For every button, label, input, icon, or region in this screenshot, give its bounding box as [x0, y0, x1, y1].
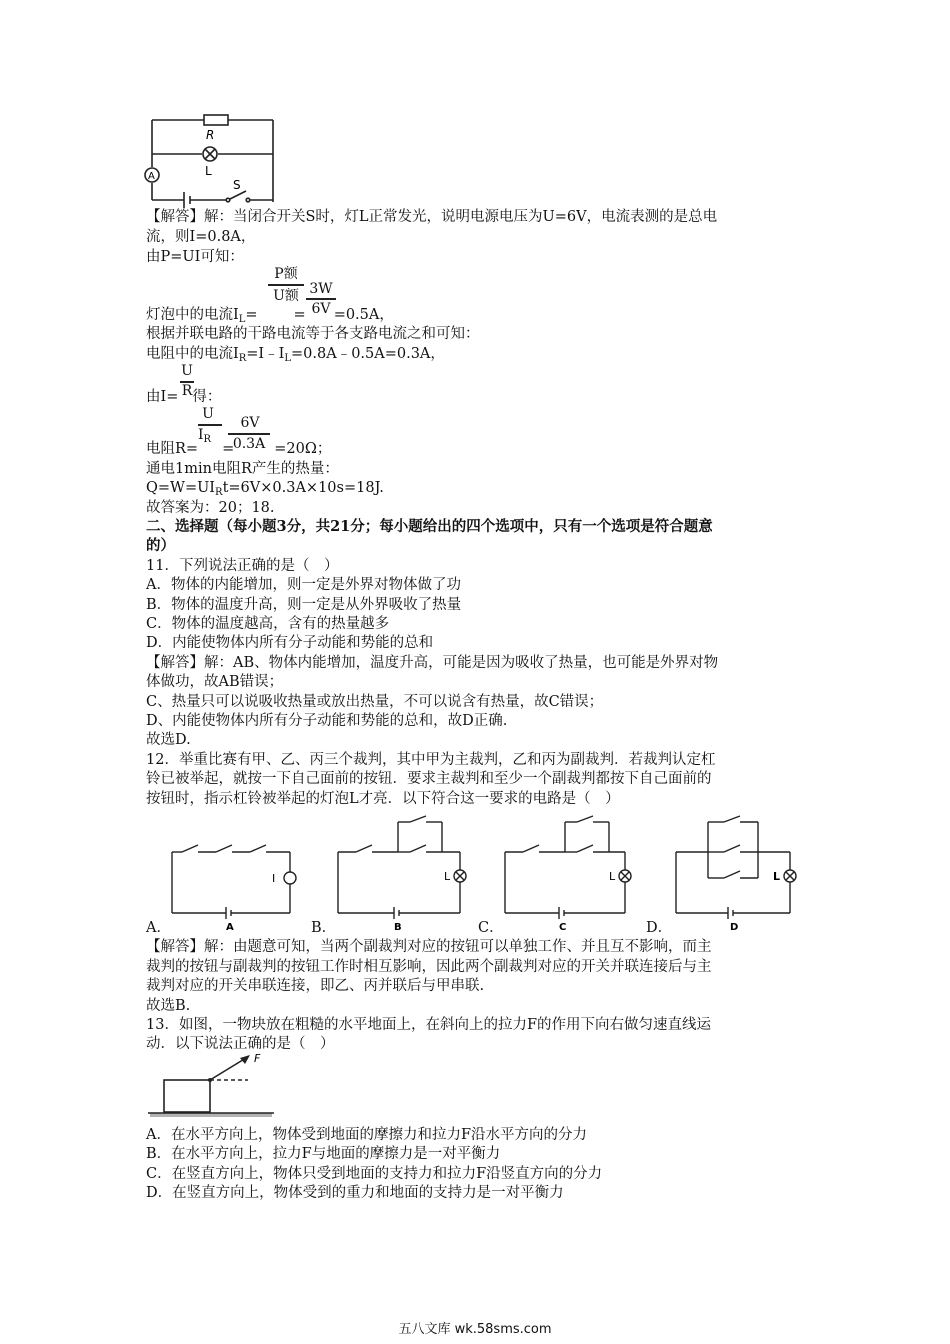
- q12-stem-line1: 12．举重比赛有甲、乙、丙三个裁判，其中甲为主裁判，乙和丙为副裁判．若裁判认定杠: [146, 752, 716, 768]
- fraction-bar: [198, 424, 222, 426]
- circuit-option-d: [668, 808, 808, 933]
- fraction-bar: [268, 284, 304, 286]
- fraction-numerator: P额: [274, 266, 298, 282]
- text: 电阻R=: [146, 441, 199, 457]
- block-force-diagram: [146, 1052, 276, 1124]
- q12-stem-line2: 铃已被举起，就按一下自己面前的按钮．要求主裁判和至少一个副裁判都按下自己面前的: [146, 771, 712, 787]
- lamp-label: I: [272, 872, 276, 885]
- q12-option-d: D．: [646, 920, 673, 936]
- q10-solution-line1: 【解答】解：当闭合开关S时，灯L正常发光，说明电源电压为U=6V，电流表测的是总电: [146, 209, 718, 225]
- fraction-denominator: 6V: [311, 301, 331, 317]
- switch-label: S: [233, 178, 241, 192]
- page-footer: 五八文库 wk.58sms.com: [398, 1322, 552, 1337]
- force-label: F: [254, 1052, 261, 1065]
- q11-stem: 11．下列说法正确的是（ ）: [146, 558, 339, 574]
- q12-option-a: A．: [146, 920, 171, 936]
- q13-option-c: C．在竖直方向上，物体只受到地面的支持力和拉力F沿竖直方向的分力: [146, 1166, 603, 1182]
- fraction-denominator: 0.3A: [232, 436, 266, 452]
- text: t=6V×0.3A×10s=18J.: [222, 480, 384, 496]
- q12-solution-line2: 裁判的按钮与副裁判的按钮工作时相互影响，因此两个副裁判对应的开关并联连接后与主: [146, 959, 712, 975]
- text: =: [293, 307, 306, 323]
- subscript: R: [203, 434, 212, 445]
- circuit-diagram-q10: [140, 112, 280, 207]
- text: =: [245, 307, 258, 323]
- q10-solution-line2: 流，则I=0.8A，: [146, 229, 256, 245]
- text: 电阻中的电流I: [146, 346, 239, 362]
- text: =0.8A﹣0.5A=0.3A，: [291, 346, 445, 362]
- text: 灯泡中的电流I: [146, 307, 239, 323]
- text: 由I=: [146, 389, 179, 405]
- q10-answer: 故答案为：20；18.: [146, 500, 275, 516]
- q10-solution-line3: 由P=UI可知：: [146, 249, 244, 265]
- q10-solution-line9: 通电1min电阻R产生的热量：: [146, 461, 339, 477]
- q11-option-b: B．物体的温度升高，则一定是从外界吸收了热量: [146, 597, 462, 613]
- q11-option-d: D．内能使物体内所有分子动能和势能的总和: [146, 635, 434, 651]
- q12-stem-line3: 按钮时，指示杠铃被举起的灯泡L才亮．以下符合这一要求的电路是（ ）: [146, 791, 620, 807]
- subscript: L: [284, 353, 292, 364]
- q12-option-c: C．: [478, 920, 504, 936]
- circuit-option-a: [162, 828, 302, 933]
- q10-solution-line7: [146, 388, 221, 406]
- lamp-label: L: [205, 164, 212, 178]
- text: Q=W=UI: [146, 480, 216, 496]
- q12-solution-line3: 裁判对应的开关串联连接，即乙、丙并联后与甲串联.: [146, 978, 485, 994]
- text: =: [222, 441, 235, 457]
- q11-solution-line4: D、内能使物体内所有分子动能和势能的总和，故D正确.: [146, 713, 508, 729]
- q11-solution-line3: C、热量只可以说吸收热量或放出热量，不可以说含有热量，故C错误；: [146, 694, 604, 710]
- q11-solution-line1: 【解答】解：AB、物体内能增加，温度升高，可能是因为吸收了热量，也可能是外界对物: [146, 655, 719, 671]
- text: =I﹣I: [246, 346, 285, 362]
- subscript: R: [215, 487, 223, 498]
- text: I: [198, 427, 204, 443]
- q13-option-d: D．在竖直方向上，物体受到的重力和地面的支持力是一对平衡力: [146, 1185, 564, 1201]
- section-heading: 二、选择题（每小题3分，共21分；每小题给出的四个选项中，只有一个选项是符合题意: [146, 518, 713, 535]
- circuit-option-b: [328, 808, 478, 933]
- q13-stem-line1: 13．如图，一物块放在粗糙的水平地面上，在斜向上的拉力F的作用下向右做匀速直线运: [146, 1017, 712, 1033]
- lamp-label: L: [773, 870, 781, 883]
- lamp-label: L: [444, 870, 451, 883]
- fraction-numerator: 6V: [240, 415, 260, 431]
- diagram-label: A: [226, 922, 234, 933]
- fraction-bar: [306, 298, 336, 300]
- subscript: R: [238, 353, 247, 364]
- fraction-numerator: U: [181, 363, 193, 379]
- q11-solution-line2: 体做功，故AB错误；: [146, 674, 284, 690]
- diagram-label: C: [559, 922, 567, 933]
- q11-option-c: C．物体的温度越高，含有的热量越多: [146, 616, 390, 632]
- circuit-option-c: [495, 808, 645, 933]
- q10-solution-line8: [146, 440, 331, 458]
- q12-option-b: B．: [311, 920, 337, 936]
- text: =20Ω；: [274, 441, 332, 457]
- diagram-label: B: [394, 922, 402, 933]
- subscript: L: [238, 314, 246, 325]
- text: 得：: [192, 389, 222, 405]
- q11-answer: 故选D.: [146, 732, 191, 748]
- q13-option-b: B．在水平方向上，拉力F与地面的摩擦力是一对平衡力: [146, 1146, 501, 1162]
- section-heading-cont: 的）: [146, 537, 175, 554]
- q10-solution-line5: 根据并联电路的干路电流等于各支路电流之和可知：: [146, 326, 480, 342]
- diagram-label: D: [730, 922, 739, 933]
- lamp-label: L: [609, 870, 616, 883]
- fraction-numerator: U: [202, 406, 214, 422]
- text: =0.5A，: [333, 307, 394, 323]
- q11-option-a: A．物体的内能增加，则一定是外界对物体做了功: [146, 577, 461, 593]
- ammeter-label: A: [148, 171, 155, 182]
- fraction-bar: [228, 433, 270, 435]
- q13-stem-line2: 动．以下说法正确的是（ ）: [146, 1036, 335, 1052]
- fraction-numerator: 3W: [309, 281, 333, 297]
- resistor-label: R: [206, 128, 215, 142]
- fraction-denominator: R: [181, 383, 193, 399]
- q13-option-a: A．在水平方向上，物体受到地面的摩擦力和拉力F沿水平方向的分力: [146, 1127, 588, 1143]
- q12-solution-line1: 【解答】解：由题意可知，当两个副裁判对应的按钮可以单独工作、并且互不影响，而主: [146, 939, 712, 955]
- q12-answer: 故选B.: [146, 998, 191, 1014]
- fraction-denominator: U额: [273, 288, 299, 304]
